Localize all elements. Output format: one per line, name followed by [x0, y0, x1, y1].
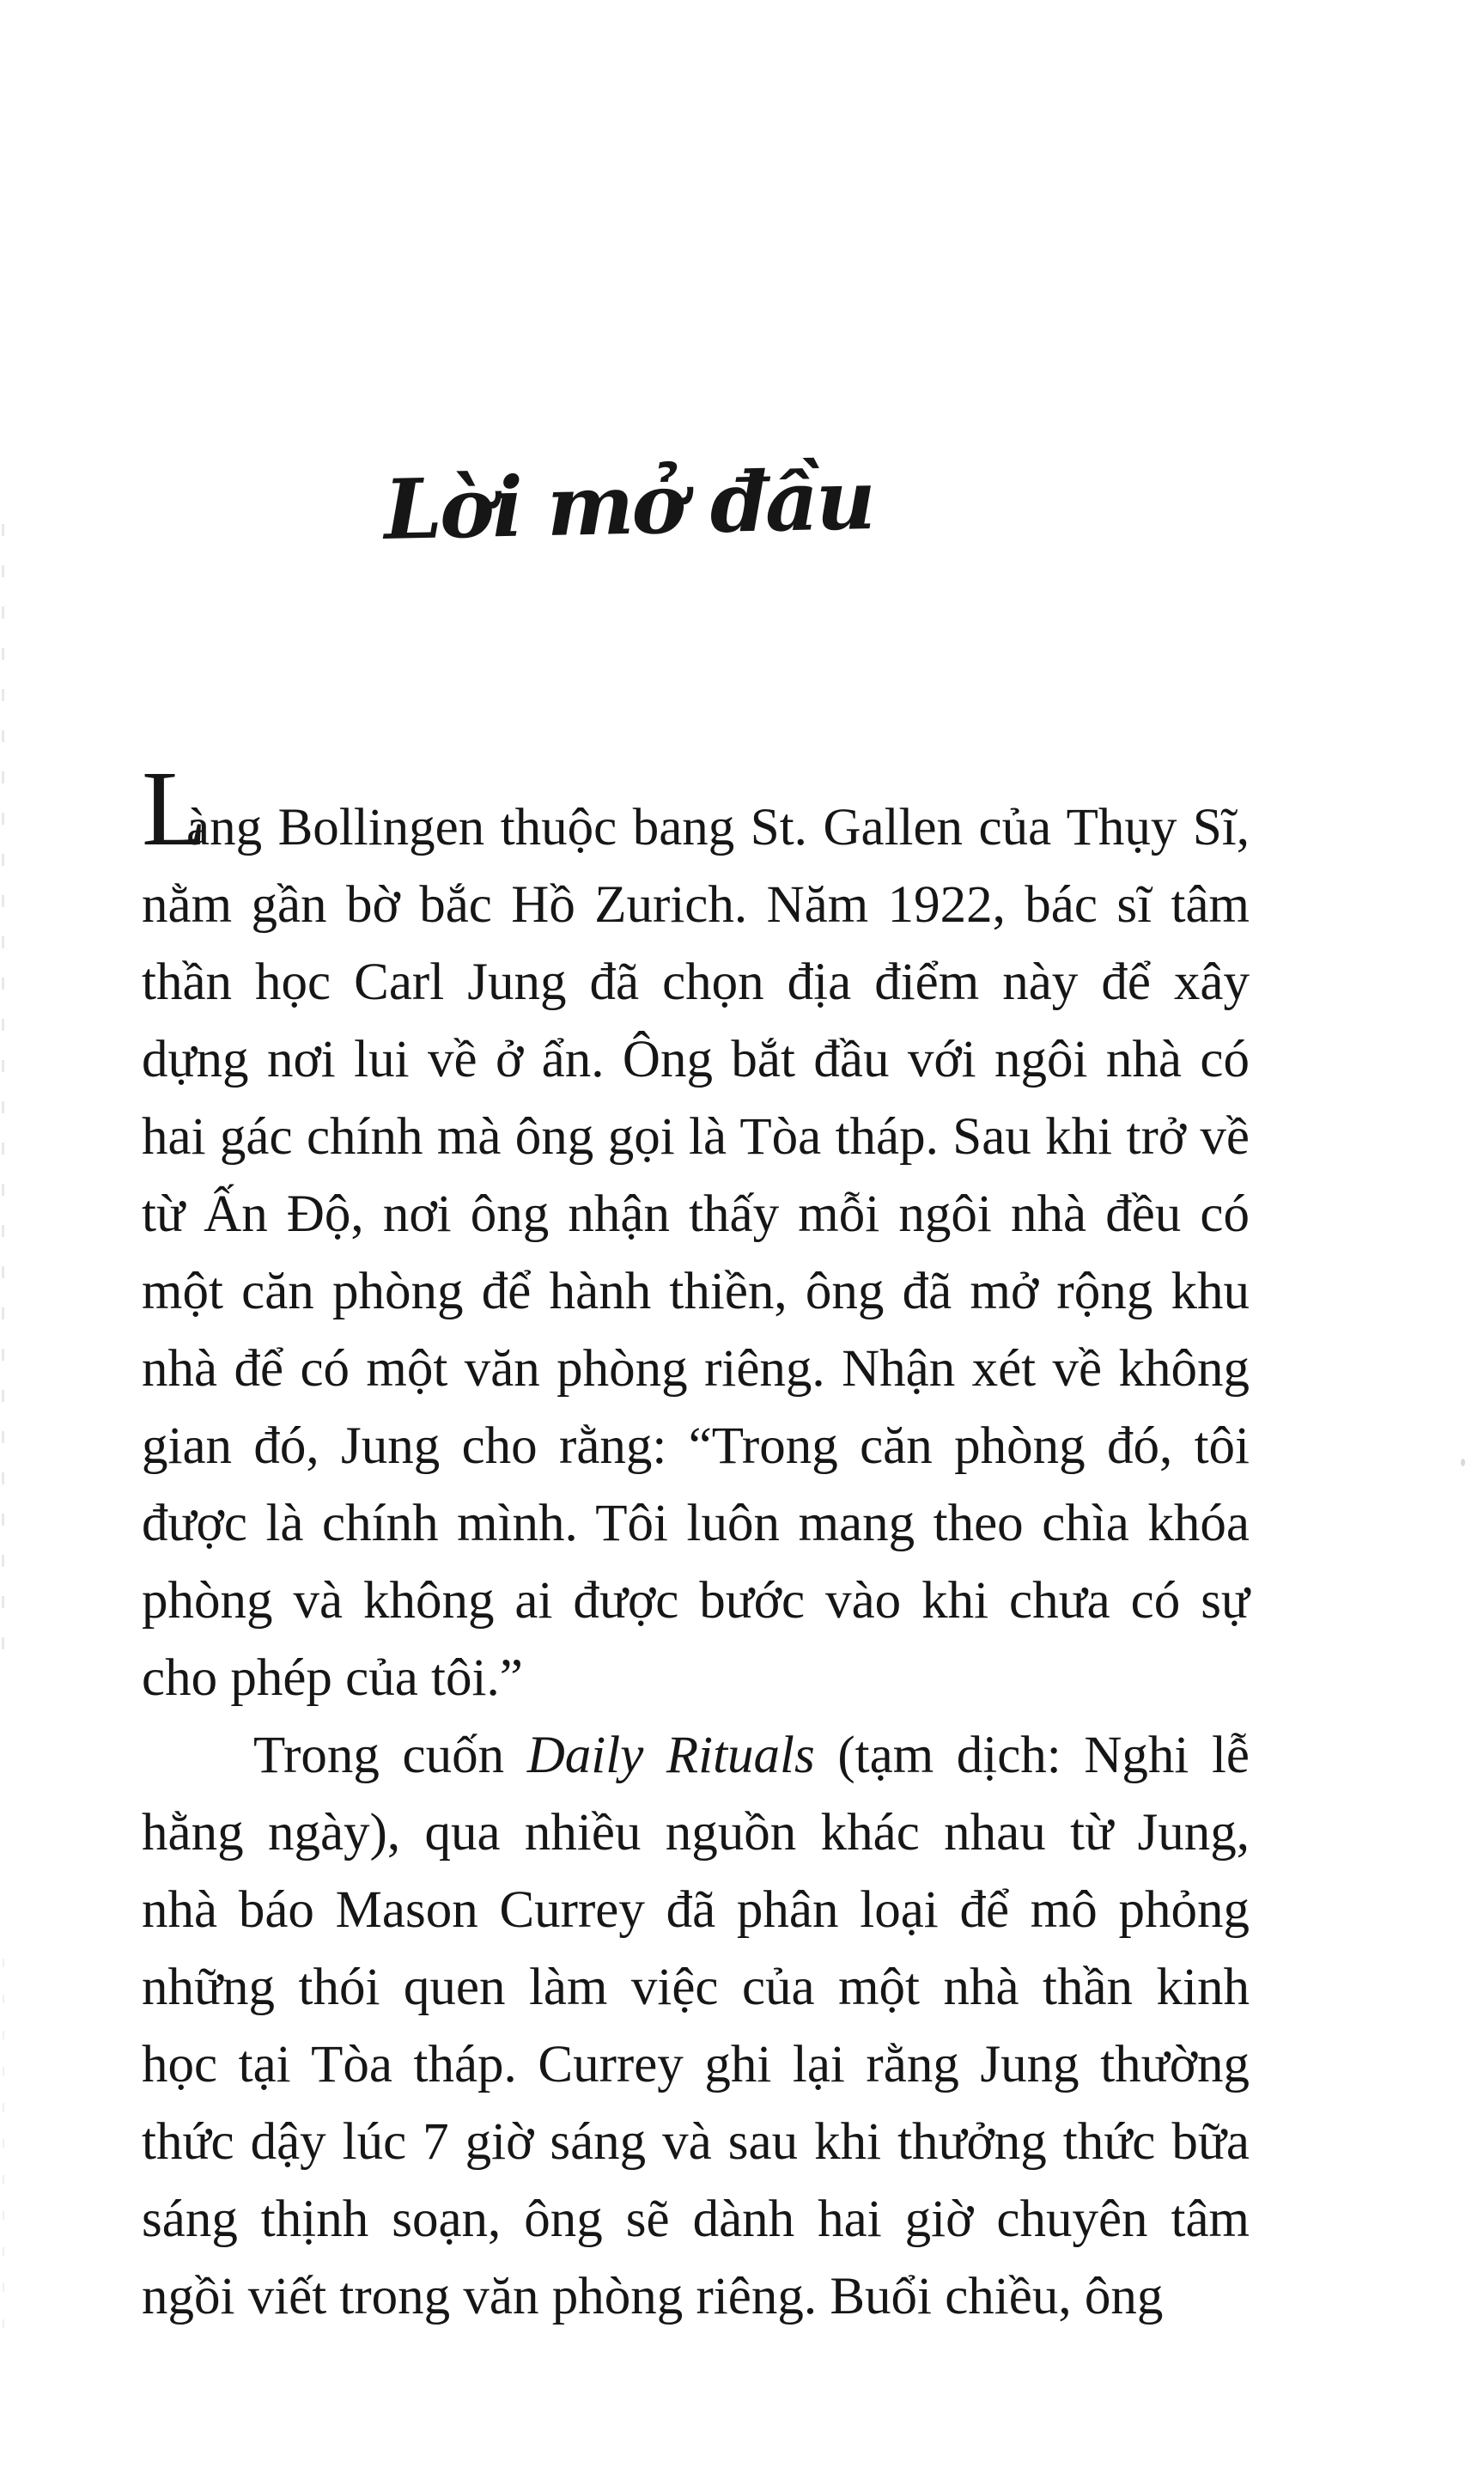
paragraph-2: [142, 1717, 1250, 2336]
scan-artifact-left-edge: [3, 1959, 4, 2354]
text-line: àng Bollingen thuộc bang St. Gallen của Thụy Sĩ,: [186, 799, 1250, 856]
text-line: thần học Carl Jung đã chọn địa điểm này để xây: [142, 954, 1250, 1011]
text-line: phòng và không ai được bước vào khi chưa có sự: [142, 1572, 1250, 1630]
text-line: học tại Tòa tháp. Currey ghi lại rằng Jung thường: [142, 2036, 1250, 2093]
text-line: sáng thịnh soạn, ông sẽ dành hai giờ chuyên tâm: [142, 2191, 1250, 2248]
text-line: ngồi viết trong văn phòng riêng. Buổi chiều, ông: [142, 2268, 1164, 2325]
text-line: nằm gần bờ bắc Hồ Zurich. Năm 1922, bác sĩ tâm: [142, 876, 1250, 934]
drop-cap-initial: L: [142, 750, 208, 868]
body-text-column: [142, 750, 1250, 2336]
text-line: được là chính mình. Tôi luôn mang theo chìa khóa: [142, 1495, 1250, 1552]
text-line: dựng nơi lui về ở ẩn. Ông bắt đầu với ngôi nhà có: [142, 1031, 1250, 1088]
text-line: hai gác chính mà ông gọi là Tòa tháp. Sau khi trở về: [142, 1108, 1250, 1166]
text-line: những thói quen làm việc của một nhà thần kinh: [142, 1959, 1250, 2016]
scan-artifact-speck: [1461, 1459, 1465, 1466]
text-line: nhà báo Mason Currey đã phân loại để mô phỏng: [142, 1881, 1250, 1939]
text-line: nhà để có một văn phòng riêng. Nhận xét về không: [142, 1340, 1250, 1398]
text-line: thức dậy lúc 7 giờ sáng và sau khi thưởng thức bữa: [142, 2113, 1250, 2171]
text-segment: (tạm dịch: Nghi lễ: [814, 1727, 1250, 1784]
chapter-title: Lời mở đầu: [383, 451, 874, 558]
text-line: gian đó, Jung cho rằng: “Trong căn phòng đó, tôi: [142, 1417, 1250, 1475]
text-segment: Trong cuốn: [253, 1727, 527, 1784]
text-line: cho phép của tôi.”: [142, 1649, 523, 1707]
paragraph-1: [142, 750, 1250, 1717]
scan-artifact-left-edge: [2, 524, 4, 1667]
text-line: từ Ấn Độ, nơi ông nhận thấy mỗi ngôi nhà đều có: [142, 1185, 1250, 1243]
text-line: một căn phòng để hành thiền, ông đã mở rộng khu: [142, 1263, 1250, 1320]
book-title-italic: Daily Rituals: [526, 1727, 815, 1784]
text-line: [142, 1717, 1250, 1795]
text-line: hằng ngày), qua nhiều nguồn khác nhau từ Jung,: [142, 1804, 1250, 1862]
